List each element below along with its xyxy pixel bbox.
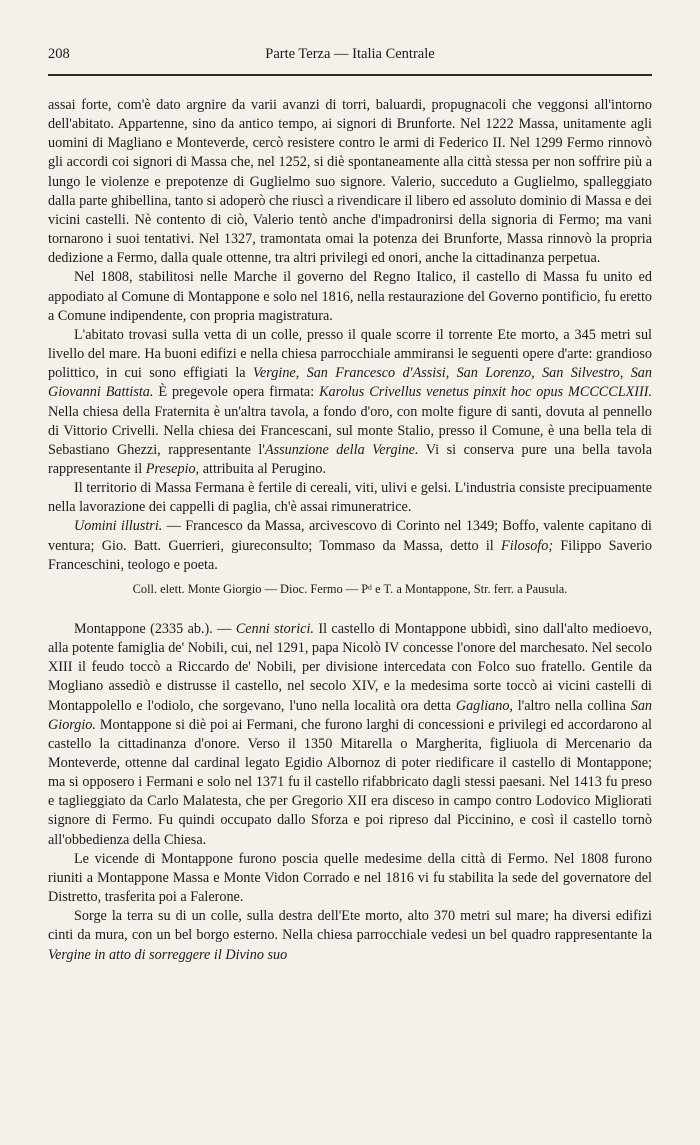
paragraph: L'abitato trovasi sulla vetta di un colle, presso il quale scorre il torrente Ete morto, a 345 metri sul livello del mare. Ha buoni edifizi e nella chiesa parrocchiale ammiransi le seguenti opere d'arte: grandioso polittico, in cui sono effigiati la Vergine, San Francesco d'Assisi, San Lorenzo, San Silvestro, San Giovanni Battista. È pregevole opera firmata: Karolus Crivellus venetus pinxit hoc opus MCCCCLXIII. Nella chiesa della Fraternita è un'altra tavola, a fondo d'oro, con molte figure di santi, dovuta al pennello di Vittorio Crivelli. Nella chiesa dei Francescani, sul monte Stalio, presso il Comune, è una bella tela di Sebastiano Ghezzi, rappresentante l'Assunzione della Vergine. Vi si conserva pure una bella tavola rappresentante il Presepio, attribuita al Perugino. — [48, 326, 652, 477]
paragraph: Uomini illustri. — Francesco da Massa, arcivescovo di Corinto nel 1349; Boffo, valente capitano di ventura; Gio. Batt. Guerrieri, giureconsulto; Tommaso da Massa, detto il Filosofo; Filippo Saverio Franceschini, teologo e poeta. — [48, 518, 652, 573]
header-rule — [48, 74, 652, 76]
paragraph: Il territorio di Massa Fermana è fertile di cereali, viti, ulivi e gelsi. L'industria consiste precipuamente nella lavorazione dei cappelli di paglia, ch'è assai rimuneratrice. — [48, 480, 652, 516]
electoral-note: Coll. elett. Monte Giorgio — Dioc. Fermo — Pᵈ e T. a Montappone, Str. ferr. a Pausula. — [132, 581, 568, 596]
paragraph: Sorge la terra su di un colle, sulla destra dell'Ete morto, alto 370 metri sul mare; ha diversi edifizi cinti da mura, con un bel borgo esterno. Nella chiesa parrocchiale vedesi un bel quadro rappresentante la Vergine in atto di sorreggere il Divino suo — [48, 908, 652, 963]
paragraph: Le vicende di Montappone furono poscia quelle medesime della città di Fermo. Nel 1808 furono riuniti a Montappone Massa e Monte Vidon Corrado e nel 1816 vi fu stabilita la sede del governatore del Distretto, trasferita poi a Falerone. — [48, 850, 652, 906]
page-body — [48, 96, 652, 965]
paragraph: Montappone (2335 ab.). — Cenni storici. Il castello di Montappone ubbidì, sino dall'alto medioevo, alla potente famiglia de' Nobili, cui, nel 1291, papa Nicolò IV concesse l'onore del marchesato. Nel secolo XIII il feudo toccò a Riccardo de' Nobili, per divisione intercedata con Folco suo fratello. Gentile da Mogliano assediò e distrusse il castello, nel secolo XIV, e la medesima sorte toccò ai vicini castelli di Montappolello e l'odiolo, che sorgevano, l'uno nella località ora detta Gagliano, l'altro nella collina San Giorgio. Montappone si diè poi ai Fermani, che furono larghi di concessioni e privilegi ed accordarono al castello la cittadinanza d'onore. Verso il 1350 Mitarella o Margherita, figliuola di Mercenario da Monteverde, ottenne dal cardinal legato Egidio Albornoz di poter riedificare il castello di Montappone; ma si opposero i Fermani e solo nel 1371 fu il castello rifabbricato dagli stessi paesani. Nel 1413 fu preso e taglieggiato da Carlo Malatesta, che per Gregorio XII era disceso in campo contro Lodovico Migliorati signore di Fermo. Fu quindi occupato dallo Sforza e poi ripreso dal Piccinino, e così il castello tornò all'obbedienza della Chiesa. — [48, 620, 652, 848]
paragraph: assai forte, com'è dato argnire da varii avanzi di torri, baluardi, propugnacoli che veggonsi all'intorno dell'abitato. Appartenne, sino da antico tempo, ai signori di Brunforte. Nel 1222 Massa, unitamente agli uomini di Magliano e Monteverde, cercò resistere contro le armi di Federico II. Nel 1299 Fermo rinnovò gli accordi coi signori di Massa che, nel 1252, si diè spontaneamente alla città stessa per non soffrire più a lungo le violenze e prepotenze di Guglielmo suo signore. Valerio, succeduto a Guglielmo, spalleggiato dalla parte ghibellina, tanto si adoperò che riuscì a rivendicare il libero ed assoluto dominio di Massa e dei vicini castelli. Nè contento di ciò, Valerio tentò anche d'impadronirsi della signoria di Fermo; ma vani tornarono i suoi tentativi. Nel 1327, tramontata omai la potenza dei Brunforte, Massa rinnovò la propria dedizione a Fermo, dalla quale ottenne, tra altri privilegi ed onori, anche la cittadinanza perpetua. — [48, 97, 652, 267]
running-head: Parte Terza — Italia Centrale — [265, 46, 435, 62]
paragraph: Nel 1808, stabilitosi nelle Marche il governo del Regno Italico, il castello di Massa fu unito ed appodiato al Comune di Montappone e solo nel 1816, nella restaurazione del Governo pontificio, fu eretto a Comune indipendente, con propria magistratura. — [48, 269, 652, 324]
page-header — [48, 46, 652, 68]
page-number: 208 — [48, 46, 70, 62]
